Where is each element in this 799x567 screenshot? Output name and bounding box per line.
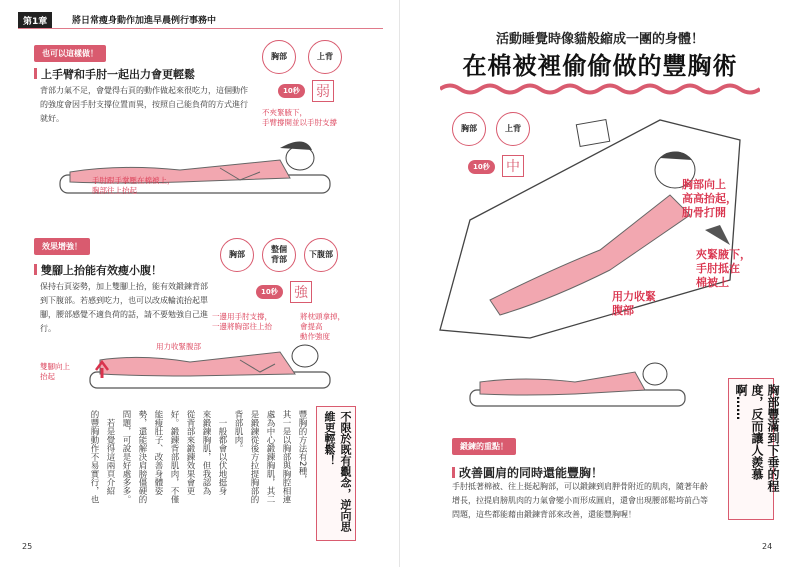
side-illustration (465, 350, 690, 420)
right-level: 中 (502, 155, 524, 177)
right-time-badge: 10秒 (468, 160, 495, 174)
right-target-chest: 胸部 (452, 112, 486, 146)
tip2-title: 雙腳上抬能有效瘦小腹！ (34, 262, 162, 278)
main-illustration (430, 100, 760, 340)
tip2-illustration (80, 330, 340, 400)
tip2-note-belly: 用力收緊腹部 (156, 342, 201, 351)
tip1-target-upper-back: 上背 (308, 40, 342, 74)
right-target-upper-back: 上背 (496, 112, 530, 146)
right-tip-title: 改善圓肩的同時還能豐胸！ (452, 464, 603, 481)
tip1-level: 弱 (312, 80, 334, 102)
header-rule (18, 28, 383, 29)
page-lead: 活動睡覺時像貓般縮成一團的身體！ (495, 32, 704, 47)
tip2-target-whole-back: 整個 背部 (262, 238, 296, 272)
right-tip-body: 手肘抵著棉被、往上挺起胸部，可以鍛鍊到肩胛骨附近的肌肉，隨著年齡增長，拉提肩膀肌肉的力氣會變小而形成圓肩，還會出現腰部鬆垮前凸等問題，這些都能藉由鍛鍊背部來改善，還能豐胸喔！ (452, 482, 708, 519)
vertical-body-text: 豐胸的方法有2種， 其一是以胸部與胸腔相連 處為中心鍛鍊胸肌，其二 是鍛鍊從後方拉提胸部的 背部肌肉。 一般都會以伏地挺身 來鍛鍊胸肌，但我認為 從背部來鍛鍊效果會更 好。鍛鍊背部肌肉，不僅 能瘦肚子、改善身體姿 勢，還能解決肩膀僵硬的 問題，可說是好處多多。 若是覺得這兩頁介紹 的豐胸動作不易實行，也 (89, 410, 307, 504)
tip2-level: 強 (290, 281, 312, 303)
tip2-target-chest: 胸部 (220, 238, 254, 272)
note-belly: 用力收緊 腹部 (612, 290, 656, 317)
tip1-title: 上手臂和手肘一起出力會更輕鬆 (34, 66, 195, 82)
tip2-note-feet: 雙腳向上 抬起 (40, 362, 70, 381)
tip2-time-badge: 10秒 (256, 285, 283, 299)
chapter-badge: 第1章 (18, 12, 52, 29)
tip1-target-chest: 胸部 (262, 40, 296, 74)
tip1-body: 背部力氣不足，會覺得右頁的動作做起來很吃力，這個動作的強度會因手肘支撐位置而異，按照自己能負荷的方式進行就好。 (40, 86, 248, 123)
tip2-note-pillow: 將枕頭拿掉， 會提高 動作強度 (300, 312, 345, 341)
tip2-body: 保持右頁姿勢，加上雙腳上抬，能有效鍛鍊背部到下腹部。若感到吃力，也可以改成輪流抬起單腳，腰部感覺不適負荷的話，請不要勉強自己進行。 (40, 282, 208, 333)
note-chest-lift: 胸部向上 高高抬起， 肋骨打開 (682, 178, 737, 219)
tip1-time-badge: 10秒 (278, 84, 305, 98)
tip2-tag: 效果增強！ (34, 238, 90, 255)
page-number-left: 25 (22, 542, 33, 551)
title-wave-divider (440, 82, 760, 96)
right-tip-tag: 鍛鍊的重點！ (452, 438, 516, 455)
quote-scroll (728, 378, 780, 520)
tip2-target-lower-belly: 下腹部 (304, 238, 338, 272)
running-header: 將日常瘦身動作加進早晨例行事務中 (72, 16, 217, 26)
tip1-tag: 也可以這樣做！ (34, 45, 106, 62)
vertical-heading: 不限於既有觀念，逆向思維更輕鬆！ (323, 411, 352, 532)
quote-text: 胸部豐滿到下垂的程度，反而讓人羨慕啊…… (734, 384, 780, 492)
tip2-note-arms: 一邊用手肘支撐， 一邊將胸部往上抬 (212, 312, 272, 331)
note-elbow: 夾緊腋下， 手肘抵在 棉被上 (696, 248, 751, 289)
page-number-right: 24 (762, 542, 773, 551)
tip1-note-left: 手肘跟手掌壓在棉被上， 胸部往上抬起 (92, 176, 175, 195)
page-fold (399, 0, 400, 567)
tip1-note-top: 不夾緊腋下， 手臂撐開並以手肘支撐 (262, 108, 337, 127)
page-title: 在棉被裡偷偷做的豐胸術 (462, 52, 738, 80)
left-column-heading-box (316, 406, 356, 541)
